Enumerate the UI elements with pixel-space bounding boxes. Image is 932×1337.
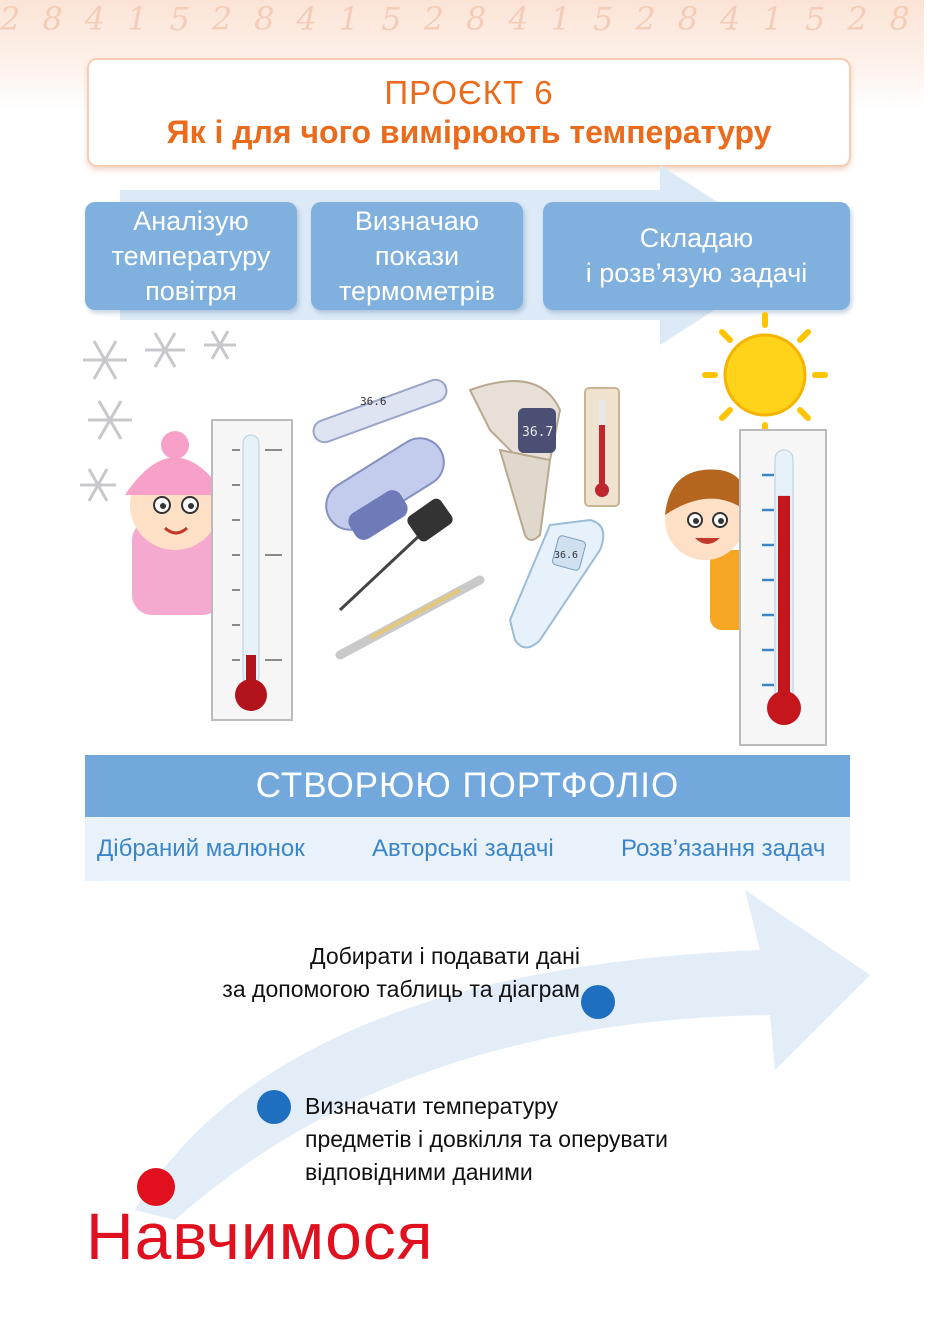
portfolio-item-tasks: Авторські задачі (372, 835, 554, 862)
reading-1: 36.6 (360, 395, 387, 408)
thermometers-illustration (70, 310, 860, 750)
reading-2: 36.7 (522, 425, 554, 440)
goal-bullet-icon (581, 985, 615, 1019)
portfolio-item-picture: Дібраний малюнок (97, 835, 305, 862)
goal-bullet-icon (257, 1090, 291, 1124)
boy-icon (665, 470, 750, 630)
wall-thermometer-icon (585, 388, 619, 506)
cold-thermometer-icon (212, 420, 292, 720)
portfolio-heading: СТВОРЮЮ ПОРТФОЛІО (85, 755, 850, 817)
girl-icon (125, 431, 225, 615)
portfolio-item-solutions: Розв’язання задач (621, 835, 826, 862)
goal-temperature: Визначати температуру предметів і довкілля та оперувати відповідними даними (305, 1093, 668, 1185)
hot-thermometer-icon (740, 430, 826, 745)
portfolio-items (85, 817, 850, 881)
project-title: Як і для чого вимірюють температуру (166, 114, 772, 150)
sun-icon (705, 315, 825, 435)
project-title-box (87, 58, 851, 167)
step-determine: Визначаю покази термометрів (311, 202, 523, 310)
reading-3: 36.6 (554, 550, 579, 561)
goal-data: Добирати і подавати дані за допомогою таблиць та діаграм (222, 943, 580, 1002)
forehead-thermometer-icon (510, 520, 603, 648)
learn-title: Навчимося (86, 1199, 434, 1273)
step-solve: Складаю і розв’язую задачі (543, 202, 850, 310)
infrared-thermometer-icon (470, 381, 560, 540)
step-analyze: Аналізую температуру повітря (85, 202, 297, 310)
project-number: ПРОЄКТ 6 (384, 74, 554, 111)
decorative-digits: 2841528415284152841528 (0, 0, 932, 38)
